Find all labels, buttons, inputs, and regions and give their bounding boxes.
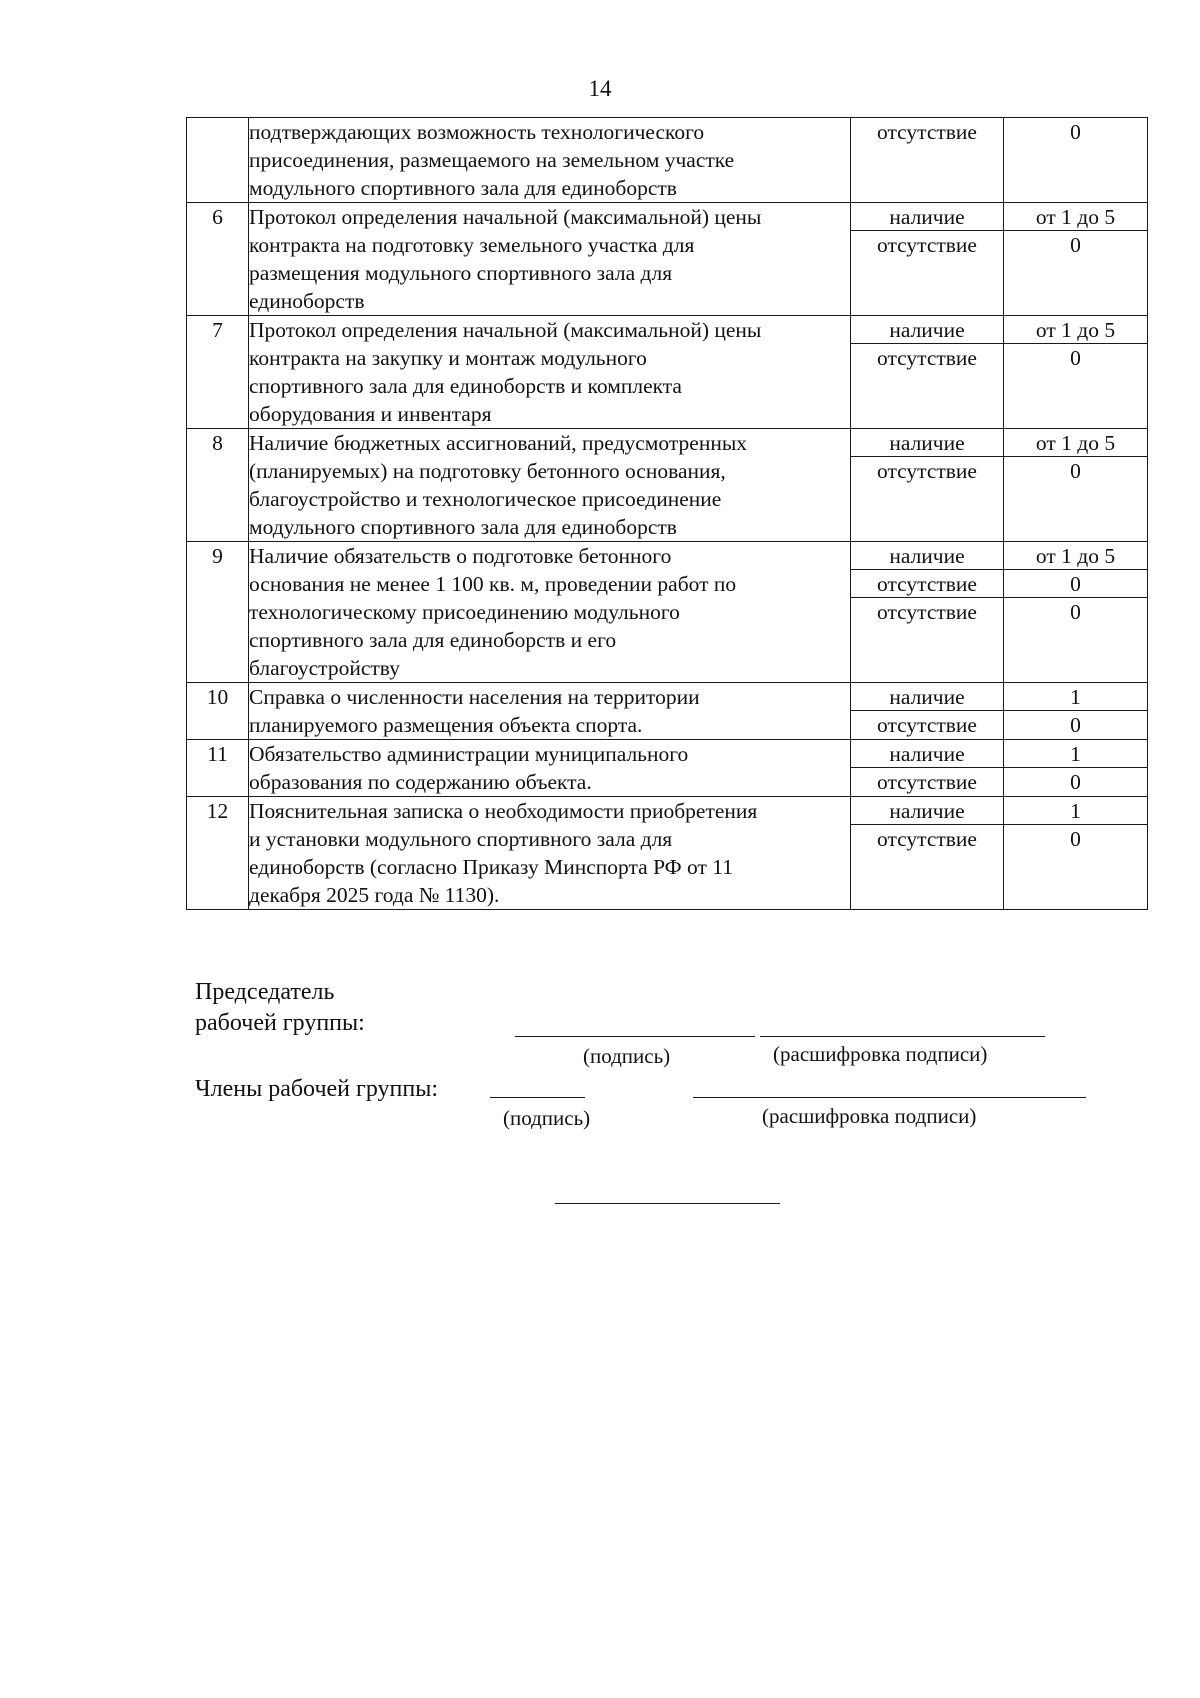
criterion-scores (1004, 542, 1148, 683)
criterion-options (851, 316, 1004, 429)
score-value: 1 (1004, 683, 1147, 711)
criterion-scores (1004, 797, 1148, 910)
score-value: 0 (1070, 713, 1081, 737)
score-value: от 1 до 5 (1004, 429, 1147, 457)
score-value: 0 (1004, 570, 1147, 598)
chair-signature-caption: (подпись) (583, 1044, 671, 1068)
description-line: спортивного зала для единоборств и его (249, 628, 617, 652)
score-value: 1 (1004, 797, 1147, 825)
criterion-options (851, 683, 1004, 740)
criterion-scores (1004, 203, 1148, 316)
description-line: модульного спортивного зала для единоборств (249, 515, 677, 539)
option-label: наличие (851, 683, 1003, 711)
criterion-description (249, 316, 851, 429)
table-row (187, 542, 1148, 683)
description-line: основания не менее 1 100 кв. м, проведении работ по (249, 572, 737, 596)
table-row (187, 797, 1148, 910)
criterion-scores (1004, 429, 1148, 542)
members-signature-caption: (подпись) (503, 1106, 591, 1130)
option-label: отсутствие (877, 346, 977, 370)
members-signature-line[interactable] (490, 1097, 585, 1098)
option-label: отсутствие (877, 827, 977, 851)
option-label: наличие (851, 740, 1003, 768)
score-value: от 1 до 5 (1004, 316, 1147, 344)
row-number: 9 (187, 542, 249, 683)
chair-label-line1: Председатель (195, 979, 335, 1005)
table-row (187, 740, 1148, 797)
description-line: контракта на закупку и монтаж модульного (249, 346, 647, 370)
score-value: от 1 до 5 (1004, 203, 1147, 231)
score-value: 0 (1070, 459, 1081, 483)
description-line: и установки модульного спортивного зала для (249, 827, 673, 851)
score-value: от 1 до 5 (1004, 542, 1147, 570)
option-label: отсутствие (877, 459, 977, 483)
chair-decoding-line[interactable] (760, 1036, 1045, 1037)
row-number: 12 (187, 797, 249, 910)
option-label: отсутствие (877, 233, 977, 257)
option-label: наличие (851, 542, 1003, 570)
table-row (187, 683, 1148, 740)
description-line: Протокол определения начальной (максимальной) цены (249, 318, 762, 342)
description-line: присоединения, размещаемого на земельном участке (249, 148, 735, 172)
description-line: Наличие бюджетных ассигнований, предусмотренных (249, 431, 748, 455)
criterion-description (249, 797, 851, 910)
score-value: 0 (1070, 233, 1081, 257)
option-label: отсутствие (877, 120, 977, 144)
description-line: Обязательство администрации муниципального (249, 742, 689, 766)
score-value: 0 (1070, 827, 1081, 851)
table-row (187, 429, 1148, 542)
criterion-scores (1004, 118, 1148, 203)
description-line: модульного спортивного зала для единоборств (249, 176, 677, 200)
criterion-description (249, 203, 851, 316)
criterion-description (249, 118, 851, 203)
row-number: 10 (187, 683, 249, 740)
description-line: Протокол определения начальной (максимальной) цены (249, 205, 762, 229)
description-line: Справка о численности населения на территории (249, 685, 700, 709)
description-line: спортивного зала для единоборств и комплекта (249, 374, 682, 398)
description-line: благоустройство и технологическое присоединение (249, 487, 722, 511)
row-number: 6 (187, 203, 249, 316)
chair-label-line2: рабочей группы: (195, 1010, 365, 1036)
description-line: (планируемых) на подготовку бетонного основания, (249, 459, 726, 483)
option-label: наличие (851, 429, 1003, 457)
criterion-options (851, 542, 1004, 683)
description-line: единоборств (согласно Приказу Минспорта РФ от 11 (249, 855, 733, 879)
option-label: наличие (851, 797, 1003, 825)
criterion-options (851, 797, 1004, 910)
option-label: отсутствие (877, 713, 977, 737)
members-decoding-caption: (расшифровка подписи) (762, 1104, 977, 1128)
description-line: контракта на подготовку земельного участка для (249, 233, 695, 257)
description-line: Наличие обязательств о подготовке бетонного (249, 544, 672, 568)
option-label: отсутствие (877, 770, 977, 794)
row-number: 7 (187, 316, 249, 429)
chair-signature-line[interactable] (515, 1036, 755, 1037)
table-row (187, 118, 1148, 203)
criterion-scores (1004, 316, 1148, 429)
criteria-table (186, 117, 1148, 910)
description-line: декабря 2025 года № 1130). (249, 883, 500, 907)
score-value: 0 (1070, 346, 1081, 370)
criterion-options (851, 118, 1004, 203)
criterion-scores (1004, 683, 1148, 740)
option-label: отсутствие (877, 600, 977, 624)
table-row (187, 203, 1148, 316)
criterion-options (851, 203, 1004, 316)
criterion-description (249, 740, 851, 797)
description-line: технологическому присоединению модульного (249, 600, 680, 624)
score-value: 1 (1004, 740, 1147, 768)
option-label: наличие (851, 203, 1003, 231)
description-line: единоборств (249, 289, 365, 313)
criterion-description (249, 542, 851, 683)
members-label: Члены рабочей группы: (195, 1076, 439, 1102)
criterion-options (851, 740, 1004, 797)
row-number (187, 118, 249, 203)
criterion-options (851, 429, 1004, 542)
description-line: оборудования и инвентаря (249, 402, 492, 426)
description-line: Пояснительная записка о необходимости приобретения (249, 799, 758, 823)
row-number: 11 (187, 740, 249, 797)
score-value: 0 (1070, 770, 1081, 794)
description-line: размещения модульного спортивного зала для (249, 261, 673, 285)
members-decoding-line[interactable] (693, 1097, 1086, 1098)
description-line: образования по содержанию объекта. (249, 770, 592, 794)
description-line: планируемого размещения объекта спорта. (249, 713, 643, 737)
chair-decoding-caption: (расшифровка подписи) (773, 1042, 988, 1066)
end-separator-line (555, 1203, 780, 1204)
page-number: 14 (588, 76, 612, 101)
score-value: 0 (1070, 600, 1081, 624)
criterion-description (249, 683, 851, 740)
description-line: подтверждающих возможность технологического (249, 120, 705, 144)
option-label: отсутствие (851, 570, 1003, 598)
criterion-scores (1004, 740, 1148, 797)
score-value: 0 (1070, 120, 1081, 144)
criterion-description (249, 429, 851, 542)
table-row (187, 316, 1148, 429)
description-line: благоустройству (249, 656, 400, 680)
option-label: наличие (851, 316, 1003, 344)
row-number: 8 (187, 429, 249, 542)
